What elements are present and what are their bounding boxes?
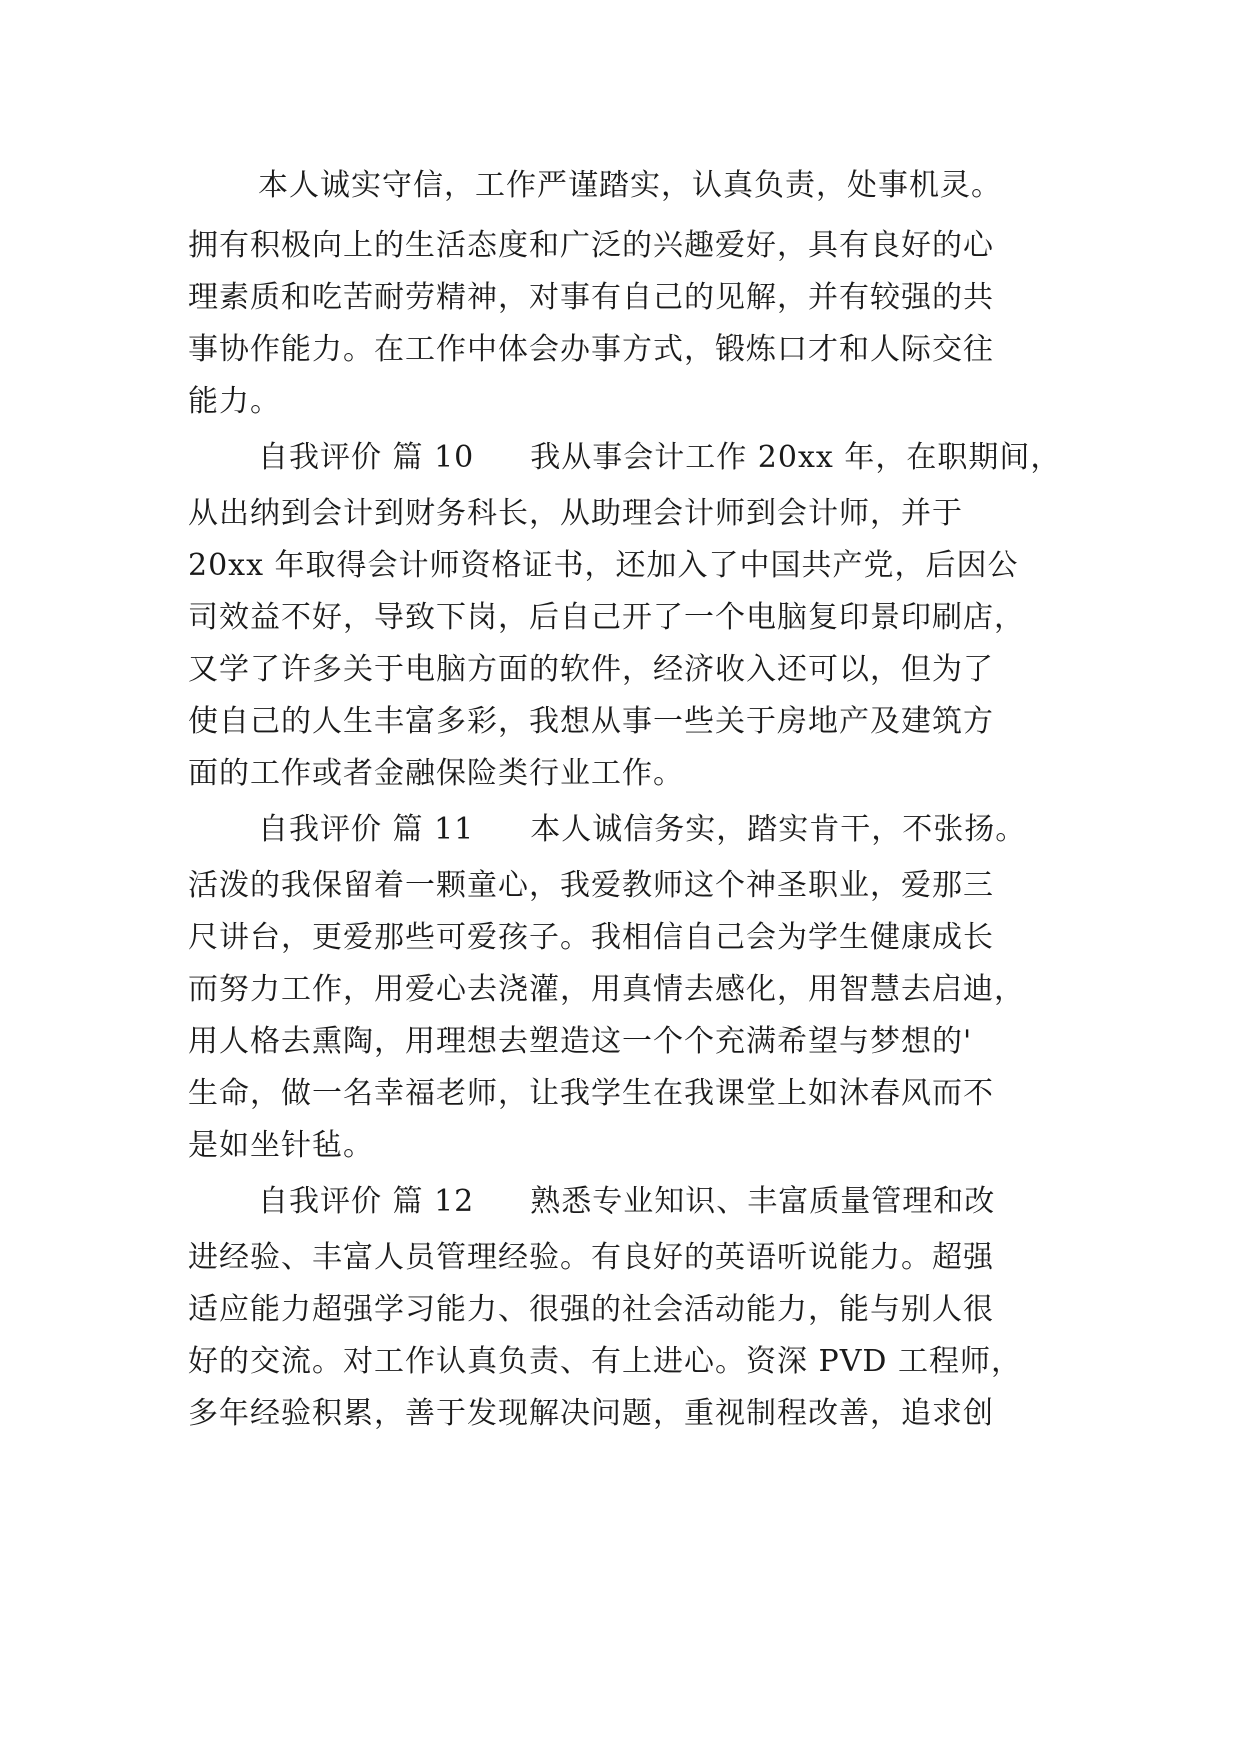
- paragraph-line: 进经验、丰富人员管理经验。有良好的英语听说能力。超强: [188, 1240, 994, 1275]
- paragraph-line: 活泼的我保留着一颗童心，我爱教师这个神圣职业，爱那三: [188, 868, 994, 903]
- section-heading: 自我评价 篇 12: [258, 1184, 475, 1219]
- section-heading: 自我评价 篇 11: [258, 812, 475, 847]
- paragraph-line: 又学了许多关于电脑方面的软件，经济收入还可以，但为了: [188, 652, 994, 687]
- paragraph-line: 好的交流。对工作认真负责、有上进心。资深 PVD 工程师，: [188, 1344, 1022, 1379]
- paragraph-line: 使自己的人生丰富多彩，我想从事一些关于房地产及建筑方: [188, 704, 994, 739]
- section-text: 我从事会计工作 20xx 年，在职期间，: [530, 440, 1062, 475]
- paragraph-line: 拥有积极向上的生活态度和广泛的兴趣爱好，具有良好的心: [188, 228, 994, 263]
- paragraph-line: [258, 1172, 1068, 1232]
- paragraph-line: 适应能力超强学习能力、很强的社会活动能力，能与别人很: [188, 1292, 994, 1327]
- paragraph-line: 面的工作或者金融保险类行业工作。: [188, 756, 684, 791]
- paragraph-line: 司效益不好，导致下岗，后自己开了一个电脑复印景印刷店，: [188, 600, 1025, 635]
- paragraph-line: 理素质和吃苦耐劳精神，对事有自己的见解，并有较强的共: [188, 280, 994, 315]
- paragraph-line: 用人格去熏陶，用理想去塑造这一个个充满希望与梦想的': [188, 1024, 973, 1059]
- section-text: 本人诚信务实，踏实肯干，不张扬。: [530, 812, 1027, 847]
- paragraph-line: 生命，做一名幸福老师，让我学生在我课堂上如沐春风而不: [188, 1076, 994, 1111]
- paragraph-line: [258, 800, 1068, 860]
- paragraph-line: 能力。: [188, 384, 281, 419]
- paragraph-line: 是如坐针毡。: [188, 1128, 374, 1163]
- paragraph-line: 尺讲台，更爱那些可爱孩子。我相信自己会为学生健康成长: [188, 920, 994, 955]
- paragraph-line: 从出纳到会计到财务科长，从助理会计师到会计师，并于: [188, 496, 963, 531]
- paragraph-line: 事协作能力。在工作中体会办事方式，锻炼口才和人际交往: [188, 332, 994, 367]
- paragraph-line: 本人诚实守信，工作严谨踏实，认真负责，处事机灵。: [258, 168, 1002, 203]
- paragraph-line: 而努力工作，用爱心去浇灌，用真情去感化，用智慧去启迪，: [188, 972, 1025, 1007]
- paragraph-line: [258, 428, 1068, 488]
- paragraph-line: 20xx 年取得会计师资格证书，还加入了中国共产党，后因公: [188, 548, 1019, 583]
- section-text: 熟悉专业知识、丰富质量管理和改: [530, 1184, 996, 1219]
- section-heading: 自我评价 篇 10: [258, 440, 475, 475]
- paragraph-line: 多年经验积累，善于发现解决问题，重视制程改善，追求创: [188, 1396, 994, 1431]
